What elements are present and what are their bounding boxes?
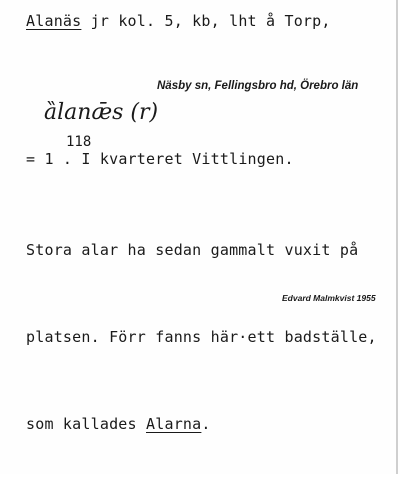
card-body (26, 178, 377, 497)
reference-line (26, 150, 294, 168)
card-heading (26, 12, 331, 30)
name-reference: Alarna (146, 415, 202, 433)
body-line: Stora alar ha sedan gammalt vuxit på (26, 241, 359, 259)
card-edge (396, 0, 398, 474)
reference-superscript: 118 (66, 134, 92, 150)
body-line: platsen. Förr fanns här·ett badställe, (26, 328, 377, 346)
heading-details: jr kol. 5, kb, lht å Torp, (81, 12, 331, 30)
body-line (26, 410, 377, 439)
location-line: Näsby sn, Fellingsbro hd, Örebro län (157, 80, 359, 92)
body-line-text: som kallades (26, 415, 146, 433)
reference-prefix: = 1 (26, 150, 54, 168)
place-name: Alanäs (26, 12, 82, 30)
signature: Edvard Malmkvist 1955 (282, 293, 376, 303)
body-line-end: . (201, 415, 211, 433)
reference-text: . I kvarteret Vittlingen. (53, 150, 294, 168)
phonetic-transcription: ȁlanǣs (r) (44, 100, 159, 125)
